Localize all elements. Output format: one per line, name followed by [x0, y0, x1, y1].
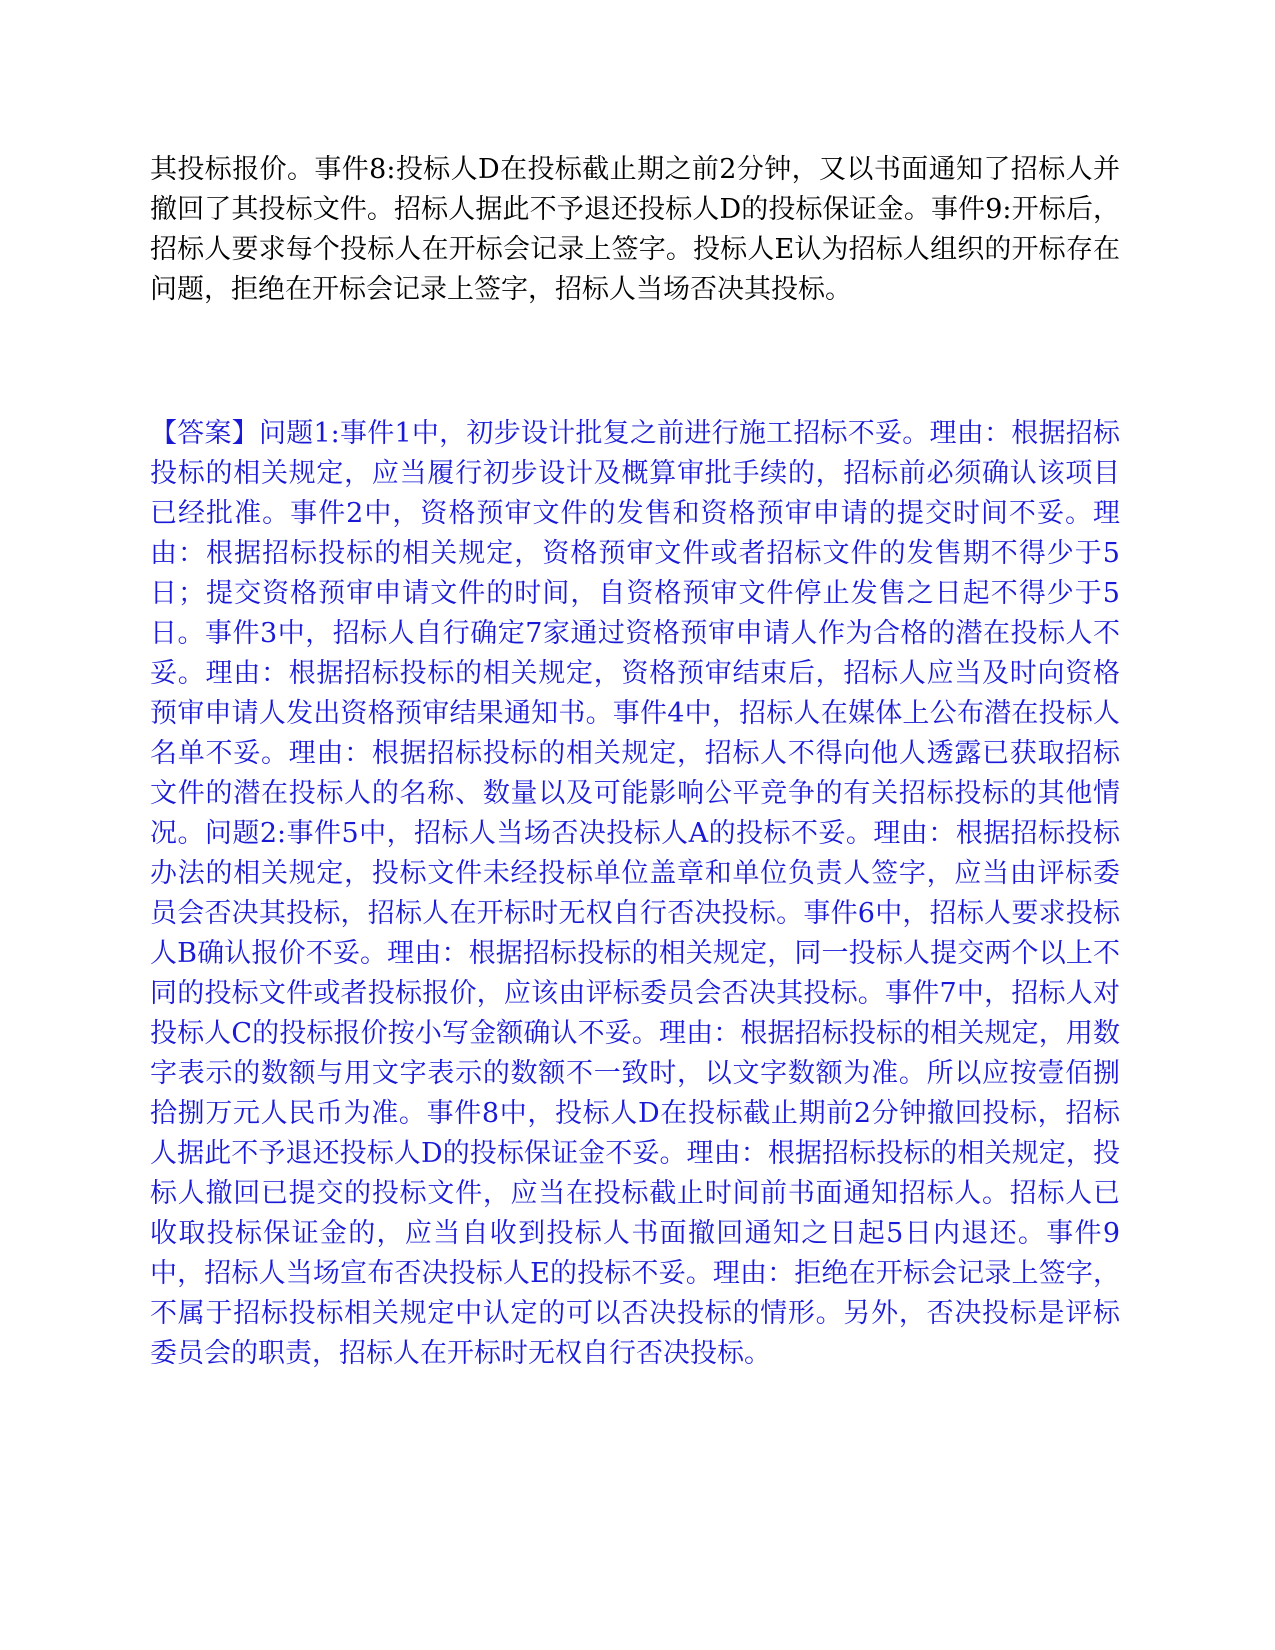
question-continuation-paragraph: 其投标报价。事件8:投标人D在投标截止期之前2分钟，又以书面通知了招标人并撤回了其投标文件。招标人据此不予退还投标人D的投标保证金。事件9:开标后，招标人要求每个投标人在开标会记录上签字。投标人E认为招标人组织的开标存在问题，拒绝在开标会记录上签字，招标人当场否决其投标。	[150, 154, 1120, 305]
answer-paragraph: 【答案】问题1:事件1中，初步设计批复之前进行施工招标不妥。理由：根据招标投标的相关规定，应当履行初步设计及概算审批手续的，招标前必须确认该项目已经批准。事件2中，资格预审文件的发售和资格预审申请的提交时间不妥。理由：根据招标投标的相关规定，资格预审文件或者招标文件的发售期不得少于5日；提交资格预审申请文件的时间，自资格预审文件停止发售之日起不得少于5日。事件3中，招标人自行确定7家通过资格预审申请人作为合格的潜在投标人不妥。理由：根据招标投标的相关规定，资格预审结束后，招标人应当及时向资格预审申请人发出资格预审结果通知书。事件4中，招标人在媒体上公布潜在投标人名单不妥。理由：根据招标投标的相关规定，招标人不得向他人透露已获取招标文件的潜在投标人的名称、数量以及可能影响公平竞争的有关招标投标的其他情况。问题2:事件5中，招标人当场否决投标人A的投标不妥。理由：根据招标投标办法的相关规定，投标文件未经投标单位盖章和单位负责人签字，应当由评标委员会否决其投标，招标人在开标时无权自行否决投标。事件6中，招标人要求投标人B确认报价不妥。理由：根据招标投标的相关规定，同一投标人提交两个以上不同的投标文件或者投标报价，应该由评标委员会否决其投标。事件7中，招标人对投标人C的投标报价按小写金额确认不妥。理由：根据招标投标的相关规定，用数字表示的数额与用文字表示的数额不一致时，以文字数额为准。所以应按壹佰捌拾捌万元人民币为准。事件8中，投标人D在投标截止期前2分钟撤回投标，招标人据此不予退还投标人D的投标保证金不妥。理由：根据招标投标的相关规定，投标人撤回已提交的投标文件，应当在投标截止时间前书面通知招标人。招标人已收取投标保证金的，应当自收到投标人书面撤回通知之日起5日内退还。事件9中，招标人当场宣布否决投标人E的投标不妥。理由：拒绝在开标会记录上签字，不属于招标投标相关规定中认定的可以否决投标的情形。另外，否决投标是评标委员会的职责，招标人在开标时无权自行否决投标。	[150, 418, 1120, 1369]
